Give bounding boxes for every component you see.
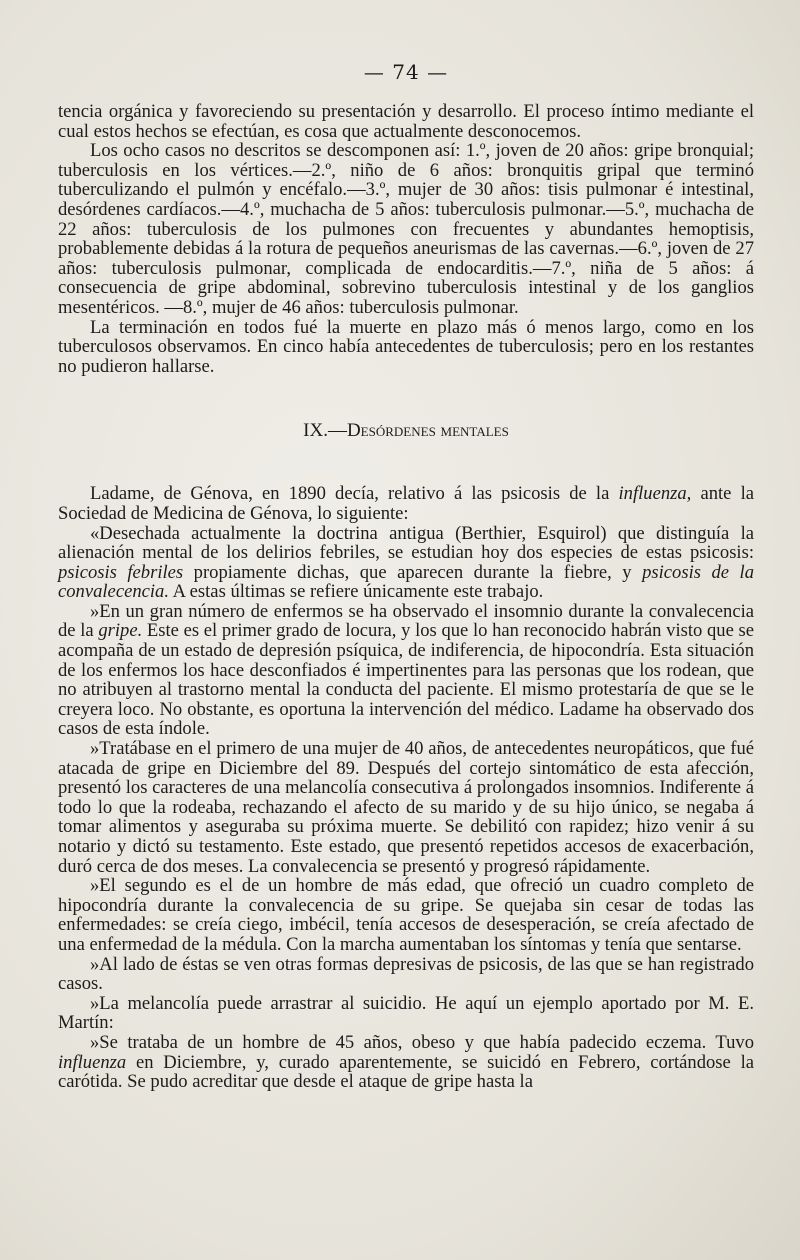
- emphasis-influenza-2: influenza: [58, 1051, 127, 1073]
- paragraph-ladame: Ladame, de Génova, en 1890 decía, relativo á las psicosis de la influenza, ante la Sociedad de Medicina de Génova, lo siguiente:: [58, 483, 754, 524]
- paragraph-case-two: »El segundo es el de un hombre de más edad, que ofreció un cuadro completo de hipocondría durante la convalecencia de su gripe. Se quejaba sin cesar de todas las enfermedades: se creía ciego, imbécil, tenía accesos de desesperación, se creía afectado de una enfermedad de la médula. Con la marcha aumentaban los síntomas y tenía que sentarse.: [58, 875, 754, 955]
- paragraph-case-one: »Tratábase en el primero de una mujer de 40 años, de antecedentes neuropáticos, que fué atacada de gripe en Diciembre del 89. Después del cortejo sintomático de esta afección, presentó los caracteres de una melancolía consecutiva á prolongados insomnios. Indiferente á todo lo que la rodeaba, rechazando el afecto de su marido y de su hijo único, se negaba á tomar alimentos y aseguraba su próxima muerte. Se debilitó con rapidez; hizo venir á su notario y dictó su testamento. Este estado, que presentó repetidos accesos de exacerbación, duró cerca de dos meses. La convalecencia se presentó y progresó rápidamente.: [58, 738, 754, 877]
- section-number: IX.—: [303, 420, 347, 442]
- paragraph-outcome: La terminación en todos fué la muerte en plazo más ó menos largo, como en los tuberculosos observamos. En cinco había antecedentes de tuberculosis; pero en los restantes no pudieron hallarse.: [58, 316, 754, 377]
- emphasis-psicosis-febriles: psicosis febriles: [58, 561, 184, 583]
- paragraph-continuation: tencia orgánica y favoreciendo su presentación y desarrollo. El proceso íntimo mediante el cual estos hechos se efectúan, es cosa que actualmente desconocemos.: [58, 101, 754, 142]
- paragraph-suicide: »La melancolía puede arrastrar al suicidio. He aquí un ejemplo aportado por M. E. Martín:: [58, 992, 754, 1034]
- paragraph-doctrine: «Desechada actualmente la doctrina antigua (Berthier, Esquirol) que distinguía la alienación mental de los delirios febriles, se estudian hoy dos especies de estas psicosis: psicosis febriles propiamente dichas, que aparecen durante la fiebre, y psicosis de la convalecencia. A estas últimas se refiere únicamente este trabajo.: [58, 522, 754, 603]
- paragraph-cases: Los ocho casos no descritos se descomponen así: 1.º, joven de 20 años: gripe bronquial; tuberculosis en los vértices.—2.º, niño de 6 años: bronquitis gripal que terminó tuberculizando el pulmón y encéfalo.—3.º, mujer de 30 años: tisis pulmonar é intestinal, desórdenes cardíacos.—4.º, muchacha de 5 años: tuberculosis pulmonar.—5.º, muchacha de 22 años: tuberculosis de los pulmones con frecuentes y abundantes hemoptisis, probablemente debidas á la rotura de pequeños aneurismas de las cavernas.—6.º, joven de 27 años: tuberculosis pulmonar, complicada de endocarditis.—7.º, niña de 5 años: á consecuencia de gripe abdominal, sobrevino tuberculosis intestinal y de los ganglios mesentéricos. —8.º, mujer de 46 años: tuberculosis pulmonar.: [58, 140, 754, 318]
- paragraph-other-forms: »Al lado de éstas se ven otras formas depresivas de psicosis, de las que se han registrado casos.: [58, 953, 754, 995]
- emphasis-influenza: influenza,: [618, 483, 692, 505]
- page-number: — 74 —: [363, 60, 449, 84]
- section-heading: [58, 420, 754, 442]
- emphasis-gripe: gripe.: [98, 620, 143, 642]
- paragraph-case-martin: »Se trataba de un hombre de 45 años, obeso y que había padecido eczema. Tuvo influenza en Diciembre, y, curado aparentemente, se suicidó en Febrero, cortándose la carótida. Se pudo acreditar que desde el ataque de gripe hasta la: [58, 1031, 754, 1093]
- paragraph-insomnio: »En un gran número de enfermos se ha observado el insomnio durante la convalecencia de la gripe. Este es el primer grado de locura, y los que lo han reconocido habrán visto que se acompaña de un estado de depresión psíquica, de indiferencia, de hipocondría. Esta situación de los enfermos los hace desconfiados é impertinentes para las personas que los rodean, que no atribuyen al trastorno mental la conducta del paciente. El mismo protestaría de que se le creyera loco. No obstante, es oportuna la intervención del médico. Ladame ha observado dos casos de esta índole.: [58, 600, 755, 740]
- emphasis-psicosis-convalecencia: psicosis de la convalecencia.: [58, 561, 754, 603]
- section-title: Desórdenes mentales: [346, 420, 509, 442]
